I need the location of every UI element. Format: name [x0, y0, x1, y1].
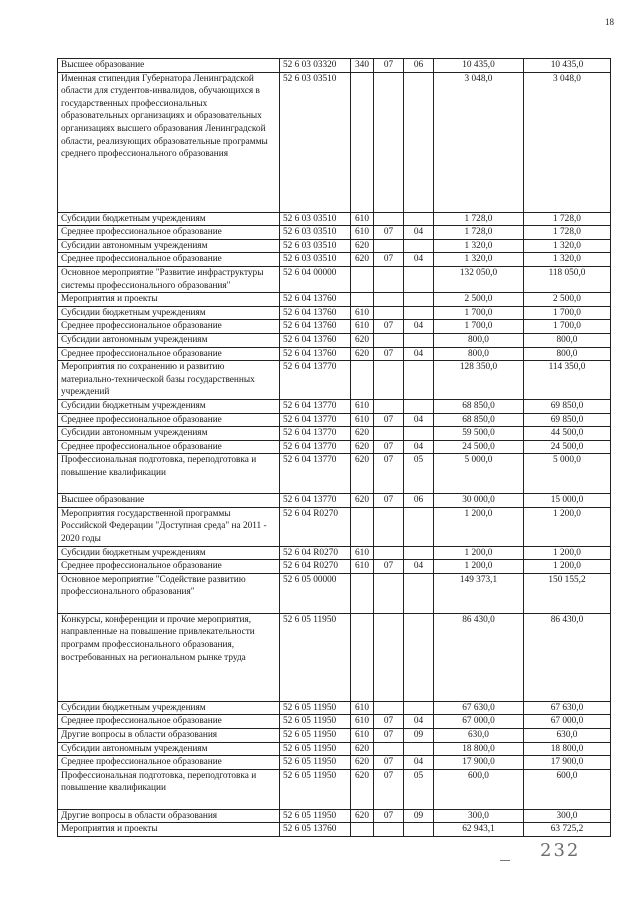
- table-row: [58, 823, 611, 837]
- row-amount-year-1: 68 850,0: [434, 399, 524, 413]
- row-expense-type: 620: [351, 769, 374, 809]
- row-amount-year-1: 1 728,0: [434, 212, 524, 226]
- row-section: [374, 427, 404, 441]
- row-code: 52 6 04 13770: [280, 440, 351, 454]
- row-subsection: [404, 701, 434, 715]
- table-row: [58, 72, 611, 212]
- table-row: [58, 454, 611, 494]
- row-amount-year-2: 63 725,2: [524, 823, 611, 837]
- row-amount-year-2: 118 050,0: [524, 266, 611, 292]
- row-section: [374, 72, 404, 212]
- row-amount-year-2: 67 630,0: [524, 701, 611, 715]
- row-amount-year-1: 24 500,0: [434, 440, 524, 454]
- row-name: Высшее образование: [58, 59, 280, 73]
- row-code: 52 6 04 13770: [280, 361, 351, 400]
- row-amount-year-1: 1 200,0: [434, 546, 524, 560]
- row-amount-year-2: 1 320,0: [524, 253, 611, 267]
- table-row: [58, 293, 611, 307]
- table-row: [58, 440, 611, 454]
- row-name: Именная стипендия Губернатора Ленинградской области для студентов-инвалидов, обучающихся в государственных профессиональных образовательных организациях и образовательных организациях высшего образования Ленинградской области, реализующих образовательные программы среднего профессионального образования: [58, 72, 280, 212]
- row-amount-year-1: 800,0: [434, 333, 524, 347]
- row-expense-type: [351, 293, 374, 307]
- row-section: [374, 212, 404, 226]
- row-expense-type: 610: [351, 413, 374, 427]
- row-expense-type: 620: [351, 239, 374, 253]
- row-code: 52 6 05 11950: [280, 769, 351, 809]
- row-amount-year-2: 24 500,0: [524, 440, 611, 454]
- row-expense-type: 610: [351, 701, 374, 715]
- row-code: 52 6 05 13760: [280, 823, 351, 837]
- row-section: [374, 361, 404, 400]
- row-expense-type: 610: [351, 226, 374, 240]
- row-amount-year-1: 17 900,0: [434, 756, 524, 770]
- row-code: 52 6 03 03510: [280, 239, 351, 253]
- row-amount-year-2: 1 320,0: [524, 239, 611, 253]
- row-amount-year-2: 67 000,0: [524, 715, 611, 729]
- row-amount-year-1: 67 630,0: [434, 701, 524, 715]
- table-row: [58, 769, 611, 809]
- row-name: Конкурсы, конференции и прочие мероприятия, направленные на повышение привлекательности программ профессионального образования, востребованных на региональном рынке труда: [58, 613, 280, 701]
- row-code: 52 6 04 13760: [280, 347, 351, 361]
- row-name: Среднее профессиональное образование: [58, 320, 280, 334]
- row-expense-type: 620: [351, 347, 374, 361]
- row-amount-year-2: 1 700,0: [524, 306, 611, 320]
- row-code: 52 6 04 00000: [280, 266, 351, 292]
- row-amount-year-2: 800,0: [524, 333, 611, 347]
- table-row: [58, 427, 611, 441]
- row-amount-year-1: 800,0: [434, 347, 524, 361]
- row-section: 07: [374, 454, 404, 494]
- row-subsection: 09: [404, 729, 434, 743]
- table-row: [58, 212, 611, 226]
- row-expense-type: [351, 266, 374, 292]
- budget-table: [57, 58, 611, 837]
- row-name: Среднее профессиональное образование: [58, 253, 280, 267]
- row-amount-year-2: 86 430,0: [524, 613, 611, 701]
- row-amount-year-1: 1 320,0: [434, 253, 524, 267]
- row-amount-year-2: 600,0: [524, 769, 611, 809]
- row-code: 52 6 04 R0270: [280, 507, 351, 546]
- table-row: [58, 546, 611, 560]
- row-subsection: [404, 613, 434, 701]
- row-subsection: [404, 333, 434, 347]
- table-row: [58, 573, 611, 613]
- row-amount-year-1: 62 943,1: [434, 823, 524, 837]
- row-code: 52 6 04 13770: [280, 427, 351, 441]
- row-subsection: 06: [404, 59, 434, 73]
- row-amount-year-2: 1 200,0: [524, 560, 611, 574]
- row-expense-type: 340: [351, 59, 374, 73]
- row-name: Субсидии бюджетным учреждениям: [58, 399, 280, 413]
- row-amount-year-2: 800,0: [524, 347, 611, 361]
- row-subsection: 04: [404, 347, 434, 361]
- row-subsection: [404, 427, 434, 441]
- row-code: 52 6 05 11950: [280, 729, 351, 743]
- row-section: [374, 333, 404, 347]
- row-amount-year-2: 114 350,0: [524, 361, 611, 400]
- row-code: 52 6 04 13760: [280, 320, 351, 334]
- row-amount-year-2: 1 200,0: [524, 546, 611, 560]
- row-amount-year-1: 3 048,0: [434, 72, 524, 212]
- row-amount-year-1: 128 350,0: [434, 361, 524, 400]
- row-amount-year-1: 5 000,0: [434, 454, 524, 494]
- row-section: 07: [374, 59, 404, 73]
- row-amount-year-1: 30 000,0: [434, 494, 524, 508]
- table-row: [58, 226, 611, 240]
- row-name: Субсидии автономным учреждениям: [58, 742, 280, 756]
- row-code: 52 6 03 03320: [280, 59, 351, 73]
- row-subsection: 05: [404, 769, 434, 809]
- row-section: 07: [374, 253, 404, 267]
- row-subsection: 04: [404, 413, 434, 427]
- row-amount-year-2: 5 000,0: [524, 454, 611, 494]
- row-section: 07: [374, 320, 404, 334]
- row-code: 52 6 05 11950: [280, 701, 351, 715]
- row-section: 07: [374, 756, 404, 770]
- table-row: [58, 701, 611, 715]
- row-section: [374, 823, 404, 837]
- table-row: [58, 266, 611, 292]
- row-code: 52 6 03 03510: [280, 72, 351, 212]
- row-code: 52 6 04 13760: [280, 293, 351, 307]
- row-code: 52 6 03 03510: [280, 212, 351, 226]
- row-code: 52 6 04 13770: [280, 413, 351, 427]
- row-subsection: [404, 293, 434, 307]
- row-code: 52 6 05 11950: [280, 742, 351, 756]
- row-expense-type: 620: [351, 333, 374, 347]
- row-amount-year-1: 1 728,0: [434, 226, 524, 240]
- row-amount-year-1: 18 800,0: [434, 742, 524, 756]
- row-expense-type: 620: [351, 427, 374, 441]
- row-name: Субсидии бюджетным учреждениям: [58, 701, 280, 715]
- table-row: [58, 320, 611, 334]
- table-row: [58, 507, 611, 546]
- row-subsection: 04: [404, 320, 434, 334]
- row-expense-type: 620: [351, 756, 374, 770]
- row-name: Субсидии бюджетным учреждениям: [58, 212, 280, 226]
- row-subsection: [404, 239, 434, 253]
- row-expense-type: 620: [351, 454, 374, 494]
- table-row: [58, 253, 611, 267]
- row-amount-year-2: 2 500,0: [524, 293, 611, 307]
- row-subsection: [404, 72, 434, 212]
- row-amount-year-1: 1 320,0: [434, 239, 524, 253]
- row-amount-year-1: 68 850,0: [434, 413, 524, 427]
- row-code: 52 6 05 11950: [280, 809, 351, 823]
- row-subsection: 04: [404, 756, 434, 770]
- table-row: [58, 560, 611, 574]
- row-amount-year-2: 300,0: [524, 809, 611, 823]
- row-expense-type: 610: [351, 212, 374, 226]
- row-section: [374, 573, 404, 613]
- row-expense-type: 610: [351, 320, 374, 334]
- row-section: [374, 546, 404, 560]
- row-amount-year-2: 69 850,0: [524, 413, 611, 427]
- row-name: Среднее профессиональное образование: [58, 715, 280, 729]
- row-subsection: 05: [404, 454, 434, 494]
- table-row: [58, 399, 611, 413]
- table-row: [58, 613, 611, 701]
- row-expense-type: 620: [351, 494, 374, 508]
- row-amount-year-2: 150 155,2: [524, 573, 611, 613]
- row-amount-year-2: 1 200,0: [524, 507, 611, 546]
- row-expense-type: 620: [351, 440, 374, 454]
- row-subsection: [404, 266, 434, 292]
- row-amount-year-2: 18 800,0: [524, 742, 611, 756]
- row-section: 07: [374, 769, 404, 809]
- row-section: 07: [374, 440, 404, 454]
- row-code: 52 6 04 13770: [280, 399, 351, 413]
- pen-mark: [500, 860, 510, 861]
- row-subsection: [404, 212, 434, 226]
- row-section: 07: [374, 729, 404, 743]
- row-amount-year-1: 1 700,0: [434, 306, 524, 320]
- row-subsection: 04: [404, 715, 434, 729]
- row-code: 52 6 05 11950: [280, 613, 351, 701]
- row-amount-year-1: 630,0: [434, 729, 524, 743]
- row-amount-year-1: 132 050,0: [434, 266, 524, 292]
- row-expense-type: 610: [351, 715, 374, 729]
- table-row: [58, 494, 611, 508]
- row-subsection: [404, 546, 434, 560]
- row-code: 52 6 03 03510: [280, 226, 351, 240]
- row-expense-type: 610: [351, 546, 374, 560]
- table-row: [58, 361, 611, 400]
- row-expense-type: 610: [351, 306, 374, 320]
- table-row: [58, 742, 611, 756]
- row-amount-year-2: 1 728,0: [524, 212, 611, 226]
- row-amount-year-2: 630,0: [524, 729, 611, 743]
- row-amount-year-1: 300,0: [434, 809, 524, 823]
- row-amount-year-2: 15 000,0: [524, 494, 611, 508]
- row-name: Среднее профессиональное образование: [58, 560, 280, 574]
- row-name: Профессиональная подготовка, переподготовка и повышение квалификации: [58, 454, 280, 494]
- row-expense-type: 620: [351, 809, 374, 823]
- row-name: Другие вопросы в области образования: [58, 809, 280, 823]
- row-amount-year-2: 69 850,0: [524, 399, 611, 413]
- row-name: Профессиональная подготовка, переподготовка и повышение квалификации: [58, 769, 280, 809]
- row-name: Мероприятия и проекты: [58, 293, 280, 307]
- row-section: [374, 507, 404, 546]
- row-section: [374, 742, 404, 756]
- row-section: 07: [374, 226, 404, 240]
- row-amount-year-1: 149 373,1: [434, 573, 524, 613]
- row-section: [374, 306, 404, 320]
- row-name: Субсидии автономным учреждениям: [58, 239, 280, 253]
- row-section: [374, 293, 404, 307]
- handwritten-page-stamp: 232: [540, 840, 581, 861]
- row-amount-year-1: 59 500,0: [434, 427, 524, 441]
- page-number: 18: [605, 17, 614, 27]
- row-subsection: 04: [404, 560, 434, 574]
- row-subsection: [404, 573, 434, 613]
- row-section: 07: [374, 347, 404, 361]
- row-expense-type: [351, 72, 374, 212]
- row-code: 52 6 04 13770: [280, 454, 351, 494]
- row-subsection: 04: [404, 440, 434, 454]
- row-subsection: [404, 361, 434, 400]
- row-section: [374, 399, 404, 413]
- row-name: Среднее профессиональное образование: [58, 347, 280, 361]
- row-name: Субсидии бюджетным учреждениям: [58, 546, 280, 560]
- table-row: [58, 756, 611, 770]
- row-expense-type: 610: [351, 399, 374, 413]
- row-code: 52 6 04 R0270: [280, 560, 351, 574]
- row-code: 52 6 05 00000: [280, 573, 351, 613]
- row-amount-year-1: 86 430,0: [434, 613, 524, 701]
- row-expense-type: 610: [351, 729, 374, 743]
- row-amount-year-2: 17 900,0: [524, 756, 611, 770]
- row-name: Среднее профессиональное образование: [58, 440, 280, 454]
- row-name: Основное мероприятие "Развитие инфраструктуры системы профессионального образования": [58, 266, 280, 292]
- row-amount-year-2: 44 500,0: [524, 427, 611, 441]
- row-subsection: [404, 306, 434, 320]
- row-amount-year-1: 1 200,0: [434, 560, 524, 574]
- row-expense-type: [351, 823, 374, 837]
- row-expense-type: 620: [351, 742, 374, 756]
- row-subsection: 04: [404, 253, 434, 267]
- row-expense-type: [351, 507, 374, 546]
- table-row: [58, 306, 611, 320]
- row-code: 52 6 04 R0270: [280, 546, 351, 560]
- row-expense-type: [351, 361, 374, 400]
- row-name: Среднее профессиональное образование: [58, 226, 280, 240]
- row-name: Основное мероприятие "Содействие развитию профессионального образования": [58, 573, 280, 613]
- row-section: 07: [374, 715, 404, 729]
- row-amount-year-2: 1 700,0: [524, 320, 611, 334]
- row-code: 52 6 04 13760: [280, 306, 351, 320]
- row-amount-year-1: 2 500,0: [434, 293, 524, 307]
- row-name: Высшее образование: [58, 494, 280, 508]
- row-subsection: 06: [404, 494, 434, 508]
- row-amount-year-2: 3 048,0: [524, 72, 611, 212]
- table-row: [58, 413, 611, 427]
- row-subsection: [404, 823, 434, 837]
- row-name: Мероприятия и проекты: [58, 823, 280, 837]
- row-name: Субсидии автономным учреждениям: [58, 427, 280, 441]
- row-amount-year-1: 600,0: [434, 769, 524, 809]
- row-code: 52 6 04 13770: [280, 494, 351, 508]
- row-code: 52 6 05 11950: [280, 715, 351, 729]
- row-amount-year-1: 67 000,0: [434, 715, 524, 729]
- row-expense-type: 610: [351, 560, 374, 574]
- table-row: [58, 347, 611, 361]
- row-subsection: [404, 742, 434, 756]
- row-amount-year-1: 1 200,0: [434, 507, 524, 546]
- row-section: [374, 613, 404, 701]
- table-row: [58, 715, 611, 729]
- row-section: [374, 266, 404, 292]
- row-name: Другие вопросы в области образования: [58, 729, 280, 743]
- row-name: Мероприятия по сохранению и развитию материально-технической базы государственных учреждений: [58, 361, 280, 400]
- table-row: [58, 59, 611, 73]
- row-subsection: 04: [404, 226, 434, 240]
- row-name: Среднее профессиональное образование: [58, 413, 280, 427]
- row-amount-year-2: 10 435,0: [524, 59, 611, 73]
- row-amount-year-1: 1 700,0: [434, 320, 524, 334]
- row-section: 07: [374, 809, 404, 823]
- table-row: [58, 333, 611, 347]
- row-expense-type: 620: [351, 253, 374, 267]
- row-section: 07: [374, 560, 404, 574]
- row-subsection: [404, 399, 434, 413]
- row-expense-type: [351, 613, 374, 701]
- row-expense-type: [351, 573, 374, 613]
- row-subsection: 09: [404, 809, 434, 823]
- table-row: [58, 729, 611, 743]
- row-section: [374, 701, 404, 715]
- row-name: Мероприятия государственной программы Российской Федерации "Доступная среда" на 2011 - 2020 годы: [58, 507, 280, 546]
- row-amount-year-2: 1 728,0: [524, 226, 611, 240]
- table-row: [58, 239, 611, 253]
- row-amount-year-1: 10 435,0: [434, 59, 524, 73]
- row-name: Среднее профессиональное образование: [58, 756, 280, 770]
- row-section: 07: [374, 494, 404, 508]
- row-section: 07: [374, 413, 404, 427]
- row-code: 52 6 03 03510: [280, 253, 351, 267]
- row-code: 52 6 04 13760: [280, 333, 351, 347]
- row-name: Субсидии бюджетным учреждениям: [58, 306, 280, 320]
- row-section: [374, 239, 404, 253]
- table-row: [58, 809, 611, 823]
- row-name: Субсидии автономным учреждениям: [58, 333, 280, 347]
- row-subsection: [404, 507, 434, 546]
- row-code: 52 6 05 11950: [280, 756, 351, 770]
